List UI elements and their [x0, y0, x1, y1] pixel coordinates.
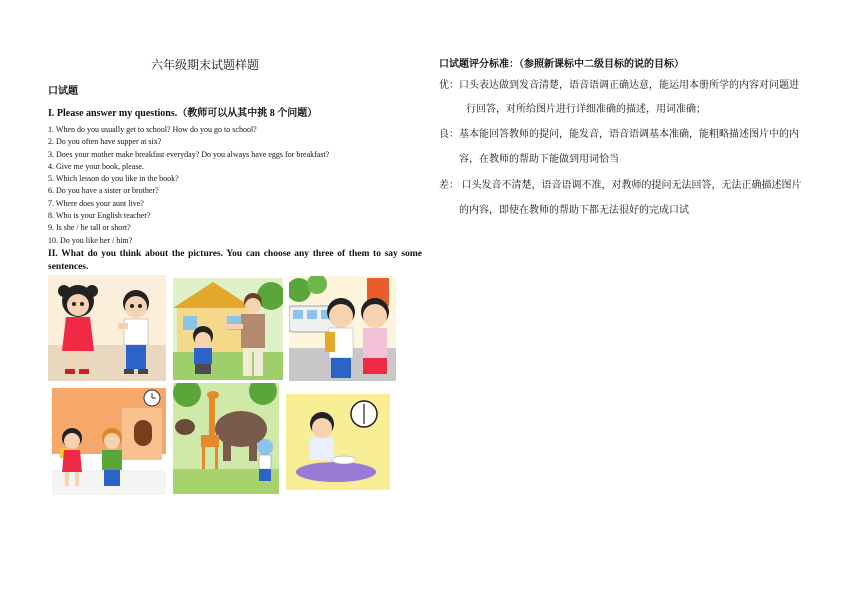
question-item: 7. Where does your aunt live? — [48, 198, 144, 208]
section1-heading: I. Please answer my questions.（教师可以从其中挑 8 个问题） — [48, 108, 318, 119]
section2-heading: II. What do you think about the pictures. You can choose any three of them to say some sentences. — [48, 249, 422, 272]
question-item: 5. Which lesson do you like in the book? — [48, 174, 179, 184]
question-item: 8. Who is your English teacher? — [48, 211, 151, 221]
criteria-good-line2: 容，在教师的帮助下能做到用词恰当 — [459, 154, 619, 165]
picture-girl-boy-greeting — [48, 275, 166, 381]
criteria-poor-line2: 的内容，即使在教师的帮助下都无法很好的完成口试 — [459, 205, 689, 216]
criteria-excellent-line2: 行回答，对所给图片进行详细准确的描述，用词准确； — [466, 104, 706, 115]
question-item: 4. Give me your book, please. — [48, 161, 144, 171]
picture-zoo-giraffe-elephant — [173, 383, 279, 494]
picture-children-bus-stop — [289, 276, 396, 381]
question-list — [48, 124, 329, 247]
criteria-good-line1: 良：基本能回答教师的提问，能发音，语音语调基本准确，能粗略描述图片中的内 — [439, 129, 799, 140]
question-item: 3. Does your mother make breakfast everyday? Do you always have eggs for breakfast? — [48, 149, 330, 159]
picture-children-walk-to-school — [52, 388, 166, 495]
picture-girl-eating-breakfast — [286, 394, 390, 490]
question-item: 6. Do you have a sister or brother? — [48, 186, 159, 196]
page-title: 六年级期末试题样题 — [150, 58, 259, 72]
question-item: 9. Is she / he tall or short? — [48, 223, 131, 233]
question-item: 10. Do you like her / him? — [48, 235, 133, 245]
picture-boy-with-father — [173, 278, 283, 380]
criteria-title: 口试题评分标准：（参照新课标中二级目标的说的目标） — [439, 59, 684, 70]
oral-test-label: 口试题 — [48, 86, 78, 97]
question-item: 2. Do you often have supper at six? — [48, 137, 162, 147]
criteria-poor-line1: 差： 口头发音不清楚，语音语调不准，对教师的提问无法回答，无法正确描述图片 — [439, 180, 802, 191]
question-item: 1. When do you usually get to school? How do you go to school? — [48, 125, 257, 134]
criteria-excellent-line1: 优：口头表达做到发音清楚，语音语调正确达意，能运用本册所学的内容对问题进 — [439, 80, 799, 91]
